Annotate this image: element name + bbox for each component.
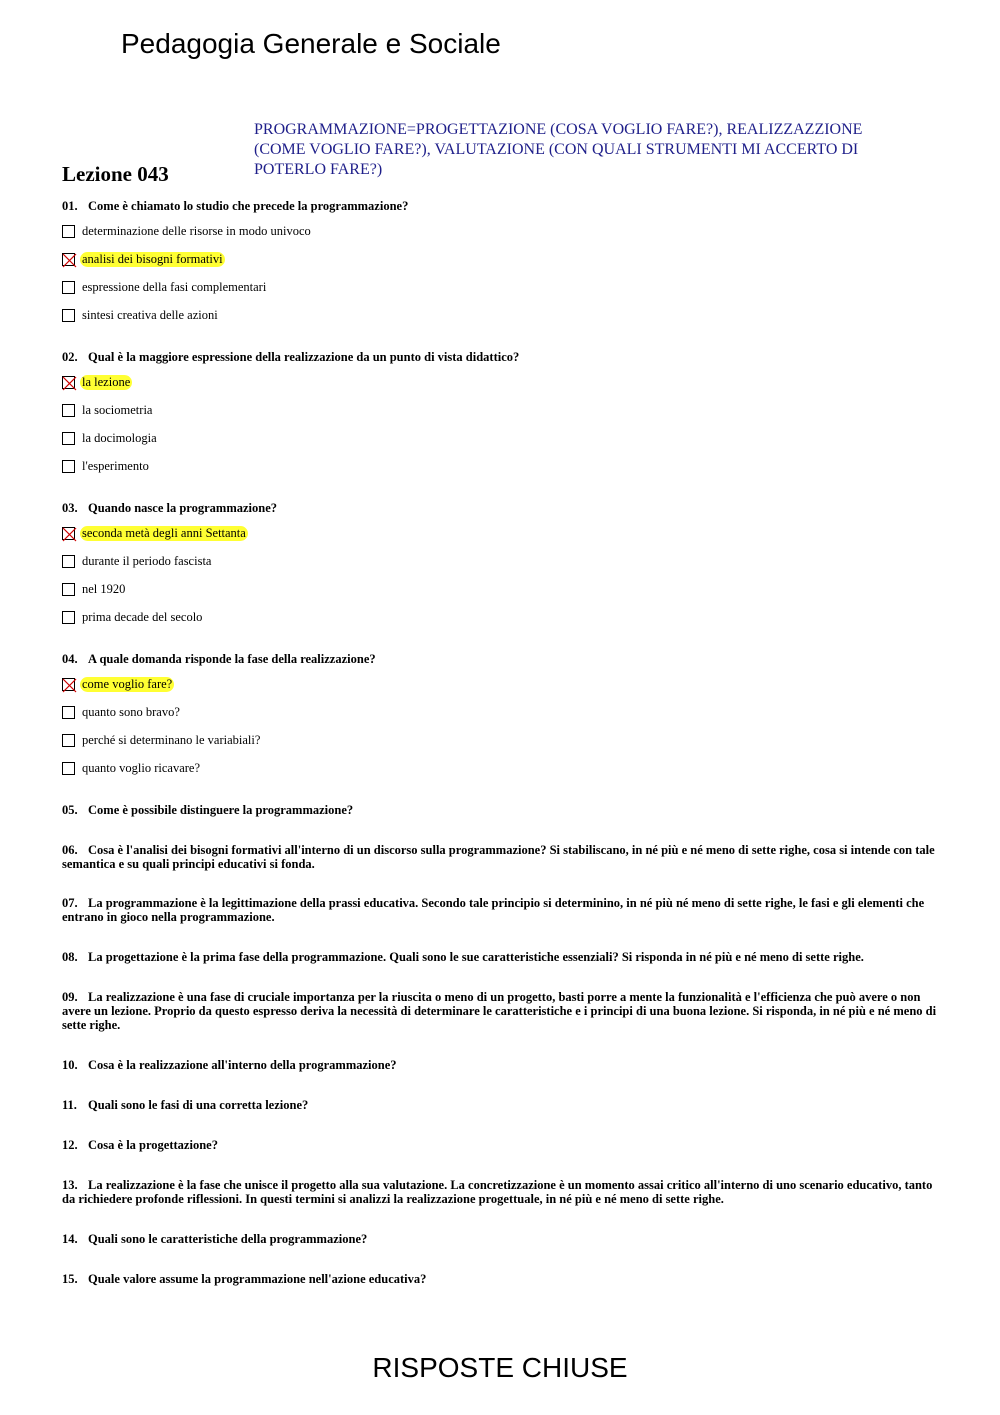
checkbox[interactable]: [62, 404, 75, 417]
option-label: analisi dei bisogni formativi: [82, 252, 223, 266]
question-text: [62, 350, 942, 364]
footer-title: RISPOSTE CHIUSE: [372, 1352, 628, 1383]
answer-option[interactable]: [62, 734, 942, 762]
answer-option[interactable]: [62, 225, 942, 253]
open-question: [62, 803, 942, 817]
question-number: 12.: [62, 1138, 78, 1152]
question-label: Quale valore assume la programmazione nell'azione educativa?: [88, 1272, 427, 1286]
question-label: Cosa è la progettazione?: [88, 1138, 218, 1152]
open-question: [62, 950, 942, 964]
x-mark-icon: [62, 678, 77, 693]
open-question: [62, 843, 942, 871]
checked-checkbox[interactable]: [62, 376, 75, 389]
answer-option-correct[interactable]: [62, 678, 942, 706]
lesson-title: Lezione 043: [62, 162, 169, 186]
answer-option-correct[interactable]: [62, 376, 942, 404]
question-number: 03.: [62, 501, 78, 515]
question-text: [62, 199, 942, 213]
option-label: quanto sono bravo?: [82, 705, 180, 719]
question-label: A quale domanda risponde la fase della realizzazione?: [88, 652, 376, 666]
question-label: Come è possibile distinguere la programmazione?: [88, 803, 354, 817]
open-question: [62, 896, 942, 924]
question-number: 15.: [62, 1272, 78, 1286]
option-label: come voglio fare?: [82, 677, 173, 691]
x-mark-icon: [62, 527, 77, 542]
checkbox[interactable]: [62, 762, 75, 775]
checkbox[interactable]: [62, 432, 75, 445]
answer-option[interactable]: [62, 432, 942, 460]
answer-option[interactable]: [62, 404, 942, 432]
checked-checkbox[interactable]: [62, 527, 75, 540]
answer-option[interactable]: [62, 309, 942, 337]
option-label: perché si determinano le variabiali?: [82, 733, 261, 747]
answer-option[interactable]: [62, 706, 942, 734]
answer-option[interactable]: [62, 460, 942, 488]
question-number: 07.: [62, 896, 78, 910]
checkbox[interactable]: [62, 309, 75, 322]
question-block: [62, 501, 942, 639]
question-number: 08.: [62, 950, 78, 964]
option-label: durante il periodo fascista: [82, 554, 212, 568]
answer-option[interactable]: [62, 583, 942, 611]
question-label: Quali sono le fasi di una corretta lezione?: [88, 1098, 309, 1112]
question-number: 01.: [62, 199, 78, 213]
question-text: [62, 501, 942, 515]
question-number: 05.: [62, 803, 78, 817]
checkbox[interactable]: [62, 555, 75, 568]
checked-checkbox[interactable]: [62, 678, 75, 691]
option-label: seconda metà degli anni Settanta: [82, 526, 246, 540]
option-label: espressione della fasi complementari: [82, 280, 267, 294]
page-title: Pedagogia Generale e Sociale: [121, 28, 501, 59]
option-label: sintesi creativa delle azioni: [82, 308, 218, 322]
option-label: la docimologia: [82, 431, 157, 445]
option-label: determinazione delle risorse in modo univoco: [82, 224, 311, 238]
checkbox[interactable]: [62, 281, 75, 294]
question-number: 11.: [62, 1098, 77, 1112]
open-question: [62, 1232, 942, 1246]
answer-option[interactable]: [62, 611, 942, 639]
question-label: Quando nasce la programmazione?: [88, 501, 278, 515]
question-label: Cosa è l'analisi dei bisogni formativi all'interno di un discorso sulla programmazione? Si stabiliscano, in né più e né meno di sette righe, cosa si intende con tale semantica e su quali principi educativi si fonda.: [62, 843, 935, 871]
question-number: 14.: [62, 1232, 78, 1246]
question-label: Come è chiamato lo studio che precede la programmazione?: [88, 199, 409, 213]
question-number: 06.: [62, 843, 78, 857]
open-question: [62, 1178, 942, 1206]
checked-checkbox[interactable]: [62, 253, 75, 266]
question-block: [62, 350, 942, 488]
x-mark-icon: [62, 376, 77, 391]
checkbox[interactable]: [62, 611, 75, 624]
question-label: La progettazione è la prima fase della programmazione. Quali sono le sue caratteristiche essenziali? Si risponda in né più e né meno di sette righe.: [88, 950, 864, 964]
question-label: Qual è la maggiore espressione della realizzazione da un punto di vista didattico?: [88, 350, 520, 364]
open-question: [62, 1098, 942, 1112]
question-label: Cosa è la realizzazione all'interno della programmazione?: [88, 1058, 397, 1072]
summary-note: PROGRAMMAZIONE=PROGETTAZIONE (COSA VOGLIO FARE?), REALIZZAZZIONE (COME VOGLIO FARE?), VALUTAZIONE (CON QUALI STRUMENTI MI ACCERTO DI POTERLO FARE?): [254, 121, 863, 178]
answer-option[interactable]: [62, 555, 942, 583]
x-mark-icon: [62, 253, 77, 268]
question-block: [62, 652, 942, 790]
answer-option[interactable]: [62, 762, 942, 790]
open-question: [62, 1138, 942, 1152]
open-question: [62, 1272, 942, 1286]
question-label: La realizzazione è la fase che unisce il progetto alla sua valutazione. La concretizzazione è un momento assai critico all'interno di uno scenario educativo, tanto da richiedere profonde riflessioni. In questi termini si analizzi la realizzazione progettuale, in né più e né meno di sette righe.: [62, 1178, 933, 1206]
checkbox[interactable]: [62, 734, 75, 747]
question-number: 13.: [62, 1178, 78, 1192]
option-label: prima decade del secolo: [82, 610, 203, 624]
answer-option-correct[interactable]: [62, 527, 942, 555]
option-label: quanto voglio ricavare?: [82, 761, 201, 775]
checkbox[interactable]: [62, 460, 75, 473]
checkbox[interactable]: [62, 706, 75, 719]
question-label: Quali sono le caratteristiche della programmazione?: [88, 1232, 368, 1246]
question-label: La programmazione è la legittimazione della prassi educativa. Secondo tale principio si determinino, in né più né meno di sette righe, le fasi e gli elementi che entrano in gioco nella programmazione.: [62, 896, 925, 924]
checkbox[interactable]: [62, 583, 75, 596]
question-number: 10.: [62, 1058, 78, 1072]
checkbox[interactable]: [62, 225, 75, 238]
option-label: la sociometria: [82, 403, 153, 417]
question-number: 02.: [62, 350, 78, 364]
open-question: [62, 990, 942, 1032]
option-label: l'esperimento: [82, 459, 149, 473]
answer-option[interactable]: [62, 281, 942, 309]
question-text: [62, 652, 942, 666]
answer-option-correct[interactable]: [62, 253, 942, 281]
question-label: La realizzazione è una fase di cruciale importanza per la riuscita o meno di un progetto, basti porre a mente la funzionalità e l'efficienza che può avere o non avere un lezione. Proprio da questo espresso deriva la necessità di determinare le caratteristiche e i principi di una buona lezione. Si risponda, in né più e né meno di sette righe.: [62, 990, 937, 1032]
question-number: 04.: [62, 652, 78, 666]
question-number: 09.: [62, 990, 78, 1004]
open-question: [62, 1058, 942, 1072]
option-label: nel 1920: [82, 582, 126, 596]
option-label: la lezione: [82, 375, 131, 389]
question-block: [62, 199, 942, 337]
